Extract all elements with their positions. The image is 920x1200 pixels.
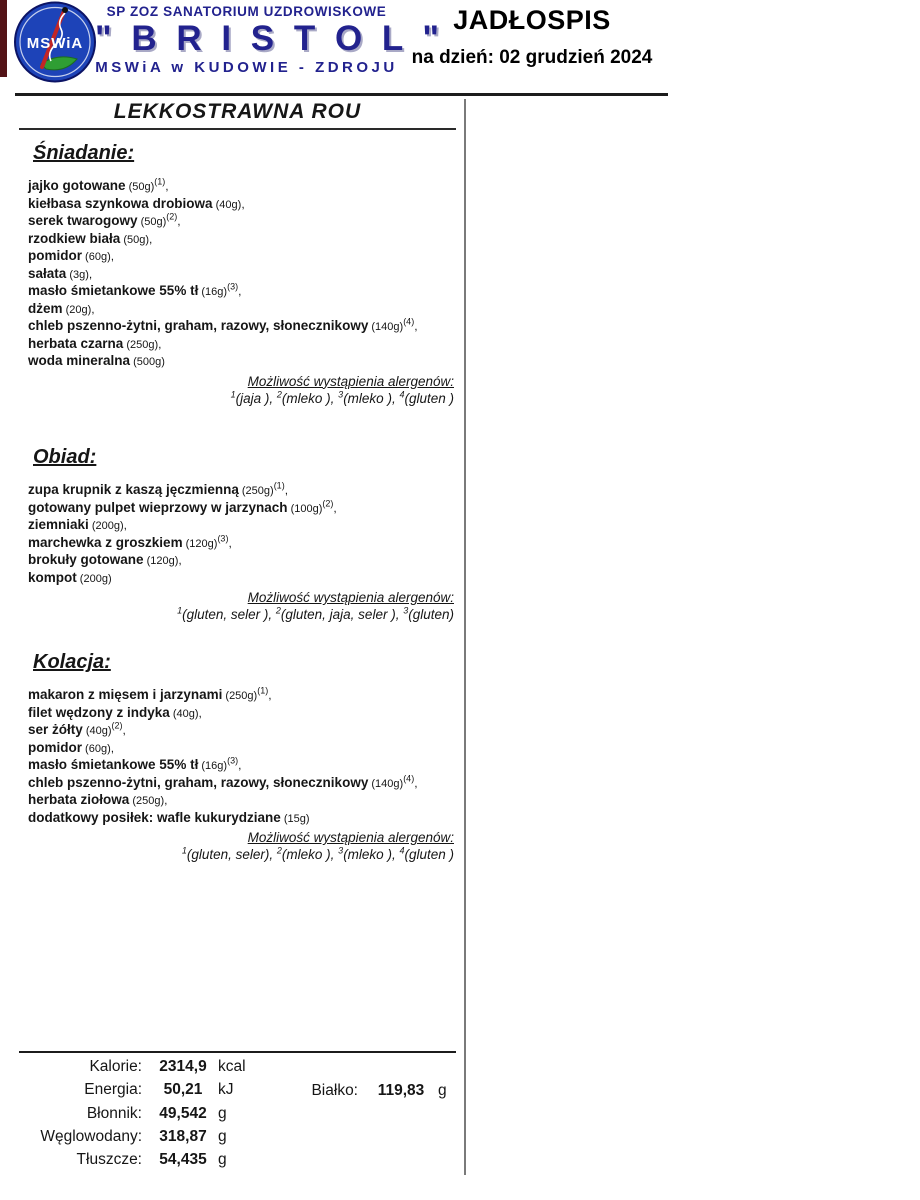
org-name-line1: SP ZOZ SANATORIUM UZDROWISKOWE: [106, 4, 387, 19]
item-name: chleb pszenno-żytni, graham, razowy, słonecznikowy: [28, 774, 369, 790]
allergen-superscript: 2: [276, 845, 282, 856]
menu-item: [28, 740, 457, 758]
item-name: woda mineralna: [28, 353, 131, 368]
org-name-bristol: " B R I S T O L ": [95, 19, 444, 58]
item-name: serek twarogowy: [28, 213, 138, 228]
allergen-superscript: 1: [230, 389, 236, 399]
menu-item: [28, 178, 457, 196]
nutrition-row-carbs: [20, 1128, 457, 1151]
item-amount: (250g): [238, 485, 274, 497]
menu-item: [28, 353, 457, 371]
scan-edge-strip: [0, 0, 7, 77]
nutrition-unit: kcal: [218, 1058, 246, 1075]
allergen-line: [20, 606, 454, 623]
meal-section: [20, 649, 457, 863]
meal-title: Obiad:: [33, 446, 97, 468]
allergen-text: (mleko ),: [281, 847, 339, 862]
logo-text: MSWiA: [26, 35, 84, 52]
item-amount: (60g): [82, 742, 111, 755]
menu-item: [28, 283, 457, 301]
meal-section: [20, 140, 457, 407]
nutrition-unit: g: [218, 1151, 227, 1169]
item-superscript: (2): [166, 211, 178, 222]
nutrition-row-fiber: [20, 1105, 457, 1128]
allergen-superscript: 4: [399, 389, 405, 399]
item-name: kompot: [28, 569, 77, 585]
allergen-line: [20, 846, 454, 863]
item-amount: (100g): [287, 502, 323, 515]
item-superscript: (4): [403, 316, 415, 327]
menu-item: [28, 775, 457, 793]
item-amount: (50g): [125, 181, 155, 193]
nutrition-unit: g: [218, 1127, 227, 1145]
allergen-note-title: Możliwość wystąpienia alergenów:: [247, 373, 454, 389]
allergen-note-title: Możliwość wystąpienia alergenów:: [247, 830, 454, 845]
nutrition-label: Błonnik:: [86, 1104, 142, 1122]
item-separator: ,: [123, 518, 127, 532]
menu-item: [28, 570, 457, 588]
allergen-text: (gluten, seler),: [186, 847, 277, 862]
item-separator: ,: [110, 740, 115, 755]
item-name: ziemniaki: [28, 517, 89, 532]
meal-section: [20, 444, 457, 623]
allergen-text: (gluten ): [404, 390, 454, 406]
item-superscript: (1): [257, 685, 269, 696]
item-name: makaron z mięsem i jarzynami: [28, 687, 223, 702]
allergen-superscript: 3: [338, 845, 344, 856]
item-separator: ,: [241, 196, 245, 211]
menu-item: [28, 552, 457, 570]
item-amount: (40g): [82, 725, 112, 737]
item-name: herbata ziołowa: [28, 792, 130, 807]
allergen-text: (mleko ),: [343, 390, 400, 406]
allergen-superscript: 1: [181, 845, 187, 856]
nutrition-label: Energia:: [84, 1081, 142, 1099]
item-separator: ,: [333, 500, 337, 515]
allergen-superscript: 2: [276, 389, 282, 399]
item-separator: ,: [414, 319, 418, 333]
meal-title: Śniadanie:: [33, 142, 135, 164]
menu-item: [28, 500, 457, 518]
allergen-superscript: 4: [399, 845, 405, 856]
item-separator: ,: [238, 284, 242, 298]
nutrition-label: Kalorie:: [89, 1058, 142, 1075]
item-separator: ,: [158, 336, 162, 351]
menu-item: [28, 705, 457, 723]
allergen-text: (mleko ),: [343, 847, 400, 862]
item-amount: (40g): [169, 707, 199, 720]
item-amount: (200g): [88, 520, 124, 532]
menu-item: [28, 722, 457, 740]
item-amount: (3g): [66, 268, 89, 281]
item-name: rzodkiew biała: [28, 230, 121, 246]
menu-item: [28, 517, 457, 535]
item-superscript: (3): [227, 755, 239, 766]
menu-item: [28, 810, 457, 828]
menu-item: [28, 196, 457, 214]
item-name: jajko gotowane: [28, 178, 126, 193]
item-superscript: (2): [322, 498, 334, 508]
item-amount: (140g): [368, 321, 404, 333]
item-amount: (50g): [120, 233, 150, 246]
item-separator: ,: [91, 301, 95, 316]
page-title: JADŁOSPIS: [453, 5, 611, 35]
allergen-note: [20, 829, 457, 863]
menu-item: [28, 535, 457, 553]
menu-item: [28, 792, 457, 810]
item-name: masło śmietankowe 55% tł: [28, 757, 199, 772]
nutrition-label: Tłuszcze:: [76, 1151, 142, 1169]
item-name: dodatkowy posiłek: wafle kukurydziane: [28, 809, 281, 825]
item-amount: (60g): [82, 251, 111, 263]
nutrition-value: 119,83: [377, 1082, 425, 1099]
menu-item: [28, 213, 457, 231]
item-name: sałata: [28, 265, 67, 281]
nutrition-unit: kJ: [218, 1081, 234, 1099]
item-separator: ,: [177, 214, 181, 228]
nutrition-value: 318,87: [159, 1127, 207, 1145]
nutrition-row-protein: [280, 1082, 447, 1100]
menu-item: [28, 757, 457, 775]
item-superscript: (1): [273, 480, 285, 491]
item-separator: ,: [149, 231, 153, 246]
menu-item: [28, 231, 457, 249]
allergen-text: (gluten ): [404, 847, 454, 862]
item-separator: ,: [414, 775, 418, 790]
allergen-text: (mleko ),: [281, 390, 339, 406]
item-amount: (140g): [368, 777, 404, 790]
menu-item: [28, 266, 457, 284]
allergen-note: [20, 373, 457, 407]
nutrition-value: 2314,9: [159, 1058, 207, 1075]
item-superscript: (2): [111, 720, 123, 731]
item-separator: ,: [164, 793, 168, 807]
item-name: marchewka z groszkiem: [28, 534, 183, 550]
allergen-text: (gluten, jaja, seler ),: [280, 607, 404, 622]
item-name: masło śmietankowe 55% tł: [28, 283, 199, 298]
nutrition-value: 54,435: [159, 1151, 207, 1169]
item-name: gotowany pulpet wieprzowy w jarzynach: [28, 499, 288, 515]
item-separator: ,: [238, 758, 242, 772]
item-amount: (15g): [280, 812, 310, 825]
allergen-superscript: 3: [403, 605, 409, 616]
allergen-superscript: 1: [177, 605, 183, 616]
item-separator: ,: [268, 688, 272, 702]
nutrition-unit: g: [218, 1104, 227, 1122]
allergen-note-title: Możliwość wystąpienia alergenów:: [247, 590, 454, 605]
item-name: filet wędzony z indyka: [28, 704, 170, 720]
date-line: na dzień: 02 grudzień 2024: [411, 47, 653, 68]
nutrition-row-calories: [20, 1058, 457, 1081]
item-separator: ,: [228, 535, 232, 550]
nutrition-value: 49,542: [159, 1104, 207, 1122]
item-separator: ,: [284, 483, 289, 497]
item-separator: ,: [88, 266, 93, 281]
meal-title: Kolacja:: [33, 651, 111, 673]
item-amount: (200g): [76, 572, 112, 585]
item-name: pomidor: [28, 248, 82, 263]
item-superscript: (4): [403, 773, 415, 783]
item-separator: ,: [110, 249, 115, 263]
item-name: ser żółty: [28, 722, 83, 737]
item-superscript: (3): [227, 281, 239, 292]
item-name: pomidor: [28, 739, 82, 755]
menu-item: [28, 318, 457, 336]
item-name: chleb pszenno-żytni, graham, razowy, słonecznikowy: [28, 318, 369, 333]
nutrition-row-fat: [20, 1151, 457, 1174]
staff-head: [62, 7, 68, 13]
item-name: zupa krupnik z kaszą jęczmienną: [28, 482, 239, 497]
menu-item: [28, 248, 457, 266]
allergen-text: (gluten): [408, 607, 454, 622]
item-amount: (50g): [137, 216, 167, 228]
item-amount: (20g): [62, 303, 92, 316]
org-block: [95, 4, 444, 77]
item-amount: (120g): [143, 555, 179, 567]
item-superscript: (3): [217, 533, 229, 543]
allergen-text: (gluten, seler ),: [182, 607, 276, 622]
item-superscript: (1): [154, 176, 166, 187]
diet-title-wrap: [19, 100, 456, 130]
nutrition-label: Białko:: [311, 1082, 358, 1099]
allergen-superscript: 2: [275, 605, 281, 616]
item-name: dżem: [28, 300, 63, 316]
item-amount: (250g): [222, 690, 258, 702]
nutrition-divider: [19, 1051, 456, 1053]
item-name: kiełbasa szynkowa drobiowa: [28, 195, 213, 211]
item-separator: ,: [198, 705, 202, 720]
item-amount: (16g): [198, 760, 228, 772]
header-divider: [15, 93, 668, 96]
nutrition-value: 50,21: [163, 1081, 203, 1099]
menu-item: [28, 687, 457, 705]
item-amount: (16g): [198, 286, 228, 298]
item-name: herbata czarna: [28, 335, 124, 351]
title-block: [398, 6, 666, 69]
item-name: brokuły gotowane: [28, 552, 144, 567]
nutrition-label: Węglowodany:: [40, 1127, 142, 1145]
item-separator: ,: [165, 179, 169, 193]
allergen-superscript: 3: [338, 389, 344, 399]
allergen-line: [20, 390, 454, 407]
diet-title: LEKKOSTRAWNA ROU: [113, 100, 362, 123]
allergen-text: (jaja ),: [235, 390, 277, 406]
allergen-note: [20, 589, 457, 623]
menu-item: [28, 301, 457, 319]
item-amount: (500g): [130, 356, 165, 368]
item-amount: (250g): [123, 338, 159, 351]
item-amount: (120g): [182, 537, 218, 550]
menu-item: [28, 336, 457, 354]
sanatorium-logo: [13, 1, 97, 83]
nutrition-summary: [20, 1058, 457, 1174]
org-name-line2: MSWiA w KUDOWIE - ZDROJU: [95, 59, 398, 76]
menu-item: [28, 482, 457, 500]
nutrition-unit: g: [438, 1082, 447, 1099]
item-separator: ,: [122, 723, 126, 737]
item-amount: (250g): [129, 795, 165, 807]
column-divider: [464, 99, 466, 1175]
item-separator: ,: [178, 553, 182, 567]
item-amount: (40g): [212, 198, 242, 211]
